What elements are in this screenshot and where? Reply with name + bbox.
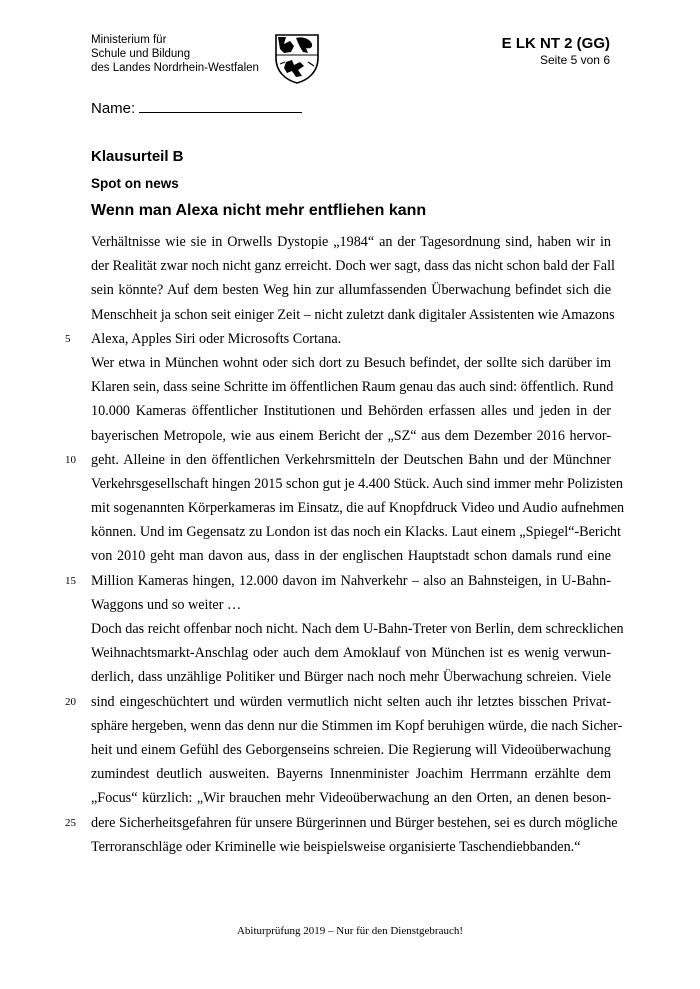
text-line <box>91 496 625 520</box>
line-text: mit sogenannten Körperkameras im Einsatz, die auf Knopfdruck Video und Audio aufnehmen <box>91 500 625 517</box>
text-line <box>91 762 611 786</box>
line-text: der Realität zwar noch nicht ganz erreicht. Doch wer sagt, dass das nicht schon bald der Fall <box>91 258 615 275</box>
article-body <box>65 230 625 859</box>
text-line <box>65 811 618 835</box>
text-line <box>91 399 611 423</box>
name-blank-line <box>139 98 302 113</box>
page-footer: Abiturprüfung 2019 – Nur für den Dienstgebrauch! <box>236 925 464 937</box>
ministry-line: Ministerium für <box>91 34 167 46</box>
line-text: Weihnachtsmarkt-Anschlag oder auch dem Amoklauf von München ist es wenig verwun- <box>91 645 611 662</box>
text-line <box>91 665 611 689</box>
line-text: sein könnte? Auf dem besten Weg hin zur allumfassenden Überwachung befindet sich die <box>91 282 611 299</box>
line-number: 25 <box>65 816 76 829</box>
line-number: 20 <box>65 695 76 708</box>
text-line <box>91 641 611 665</box>
page-info: Seite 5 von 6 <box>539 53 610 67</box>
exam-code: E LK NT 2 (GG) <box>501 35 610 52</box>
text-line <box>91 786 611 810</box>
line-text: Doch das reicht offenbar noch nicht. Nach dem U-Bahn-Treter von Berlin, dem schrecklichen <box>91 621 624 637</box>
text-line <box>91 351 611 375</box>
line-text: Klaren sein, dass seine Schritte im öffentlichen Raum genau das auch sind: öffentlich. Rund <box>91 379 614 396</box>
text-line <box>65 569 611 593</box>
article-title: Wenn man Alexa nicht mehr entfliehen kann <box>91 202 427 219</box>
text-line <box>91 254 615 278</box>
line-text: 10.000 Kameras öffentlicher Institutionen und Behörden erfassen alles und jeden in der <box>91 403 611 420</box>
text-line <box>91 230 611 254</box>
line-number: 15 <box>65 574 76 587</box>
line-text: Verkehrsgesellschaft hingen 2015 schon gut je 4.400 Stück. Auch sind immer mehr Polizisten <box>91 475 623 492</box>
line-text: geht. Alleine in den öffentlichen Verkehrsmitteln der Deutschen Bahn und der Münchner <box>91 451 611 468</box>
text-line <box>91 424 611 448</box>
ministry-line: Schule und Bildung <box>91 48 191 60</box>
text-line <box>65 690 611 714</box>
text-line <box>65 448 611 472</box>
line-text: bayerischen Metropole, wie aus einem Bericht der „SZ“ aus dem Dezember 2016 hervor- <box>91 427 611 444</box>
line-text: „Focus“ kürzlich: „Wir brauchen mehr Videoüberwachung an den Orten, an denen beson- <box>91 790 611 807</box>
line-text: können. Und im Gegensatz zu London ist das noch ein Klacks. Laut einem „Spiegel“-Bericht <box>91 524 621 541</box>
line-text: sind eingeschüchtert und würden vermutlich nicht selten auch ihr letztes bisschen Privat- <box>91 693 611 710</box>
ministry-line: des Landes Nordrhein-Westfalen <box>91 62 259 74</box>
line-text: derlich, dass unzählige Politiker und Bürger nach noch mehr Überwachung schreien. Viele <box>91 669 611 686</box>
text-line <box>91 472 623 496</box>
line-text: Wer etwa in München wohnt oder sich dort zu Besuch befindet, der sollte sich darüber im <box>91 354 611 371</box>
line-text: Menschheit ja schon seit einiger Zeit – nicht zuletzt dank digitaler Assistenten wie Amazons <box>91 306 615 323</box>
text-line <box>91 617 624 641</box>
text-line <box>91 303 615 327</box>
line-number: 5 <box>65 332 71 345</box>
text-line <box>91 278 611 302</box>
line-text: Million Kameras hingen, 12.000 davon im Nahverkehr – also an Bahnsteigen, in U-Bahn- <box>91 572 611 589</box>
text-line <box>91 544 611 568</box>
text-line <box>91 714 623 738</box>
line-text: von 2010 geht man davon aus, dass in der englischen Hauptstadt schon damals rund eine <box>91 548 611 565</box>
text-line <box>91 375 614 399</box>
ministry-name <box>91 33 259 75</box>
text-line <box>91 738 611 762</box>
line-text: Waggons und so weiter … <box>91 596 242 613</box>
line-text: Terroranschläge oder Kriminelle wie beispielsweise organisierte Taschendiebbanden.“ <box>91 838 581 855</box>
line-text: Alexa, Apples Siri oder Microsofts Cortana. <box>91 330 342 347</box>
text-line <box>91 835 611 859</box>
line-text: heit und einem Gefühl des Geborgenseins schreien. Die Regierung will Videoüberwachung <box>91 741 611 758</box>
nrw-coat-of-arms-icon <box>272 32 322 84</box>
line-text: Verhältnisse wie sie in Orwells Dystopie „1984“ an der Tagesordnung sind, haben wir in <box>91 234 611 250</box>
name-label: Name: <box>91 100 136 117</box>
text-line <box>65 327 611 351</box>
line-text: zumindest deutlich ausweiten. Bayerns Innenminister Joachim Herrmann erzählte dem <box>91 766 611 783</box>
line-text: sphäre hergeben, wenn das denn nur die Stimmen im Kopf beruhigen würde, die nach Sicher- <box>91 717 623 734</box>
line-number: 10 <box>65 453 76 466</box>
section-part: Klausurteil B <box>91 148 184 165</box>
text-line <box>91 520 621 544</box>
text-line <box>91 593 611 617</box>
line-text: dere Sicherheitsgefahren für unsere Bürgerinnen und Bürger bestehen, sei es durch mögliche <box>91 814 618 831</box>
section-subheading: Spot on news <box>91 176 179 191</box>
name-field <box>91 98 302 117</box>
exam-header <box>502 35 610 67</box>
